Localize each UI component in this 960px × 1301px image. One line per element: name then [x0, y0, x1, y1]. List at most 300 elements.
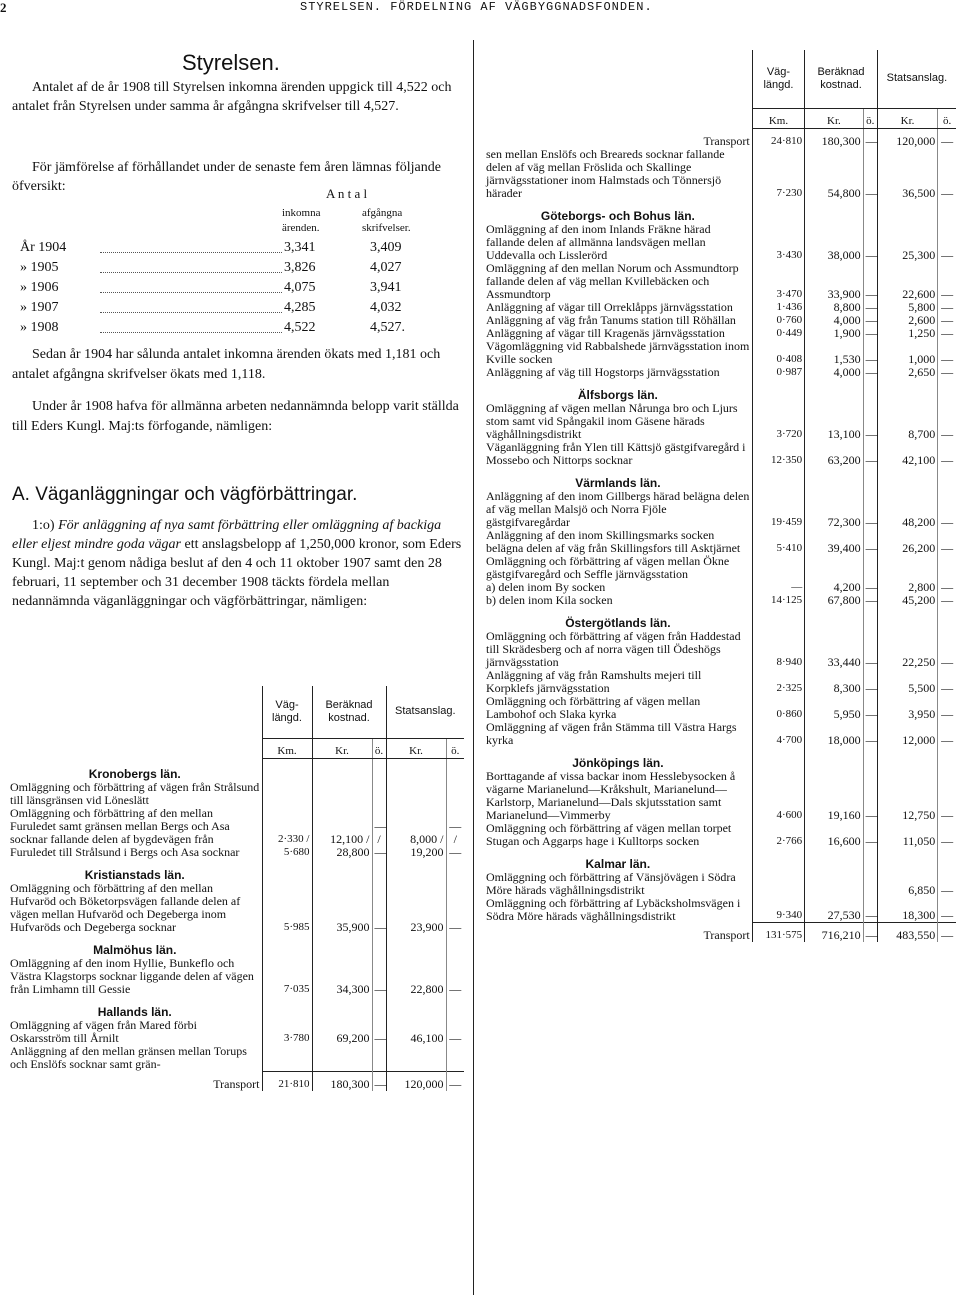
cost-ore: —	[863, 148, 877, 200]
allocation-lead: 1:o)	[32, 518, 59, 533]
table-row	[484, 490, 956, 529]
intro-paragraph-1: Antalet af de år 1908 till Styrelsen inkomna ärenden uppgick till 4,522 och antalet från Styrelsen under samma år afgångna skrifvelser till 4,527.	[12, 80, 452, 114]
grant-ore: —	[941, 592, 954, 607]
empty-cell	[386, 859, 446, 882]
road-length	[752, 555, 804, 581]
road-length: 2·766	[752, 822, 804, 848]
empty-cell	[312, 859, 372, 882]
grant-kronor: 22,250	[877, 630, 938, 669]
section-title: Styrelsen.	[182, 50, 280, 75]
grant-ore: —	[938, 923, 956, 943]
header-length: Väg-längd.	[752, 50, 804, 108]
cost-kronor: 4,000	[805, 366, 863, 379]
cost-ore: —	[863, 301, 877, 314]
empty-cell	[446, 996, 464, 1019]
empty-cell	[312, 758, 372, 781]
empty-cell	[262, 758, 312, 781]
county-heading-row	[8, 996, 464, 1019]
table-row	[484, 340, 956, 366]
grant-ore: —	[941, 732, 954, 747]
empty-cell	[446, 859, 464, 882]
grant-ore: —	[941, 312, 954, 327]
grant-ore	[446, 781, 464, 807]
county-heading-row	[8, 859, 464, 882]
unit-ore: ö.	[372, 738, 386, 758]
road-length: —	[752, 581, 804, 594]
cost-kronor: 1,900	[805, 327, 863, 340]
row-description: Väganläggning från Ylen till Kättsjö gästgifvaregård i Mossebo och Nittorps socknar	[484, 441, 752, 467]
table-header-row	[8, 686, 464, 738]
empty-cell	[262, 859, 312, 882]
grant-kronor: 18,300	[877, 897, 938, 923]
county-heading-row	[484, 607, 956, 630]
unit-km: Km.	[262, 738, 312, 758]
table-row	[484, 770, 956, 822]
stats-inkomna: 4,285	[284, 300, 316, 315]
grant-kronor: 12,000	[877, 721, 938, 747]
empty-cell	[386, 758, 446, 781]
grant-kronor: 2,600	[877, 314, 938, 327]
empty-cell	[938, 848, 956, 871]
stats-inkomna: 3,341	[284, 240, 316, 255]
row-description: Omläggning af vägen mellan Nårunga bro och Ljurs stom samt vid Spångakil inom Gäsene härads väghållningsdistrikt	[484, 402, 752, 441]
county-name: Hallands län.	[8, 996, 262, 1019]
road-length: 0·408	[752, 340, 804, 366]
road-length: 131·575	[752, 923, 804, 943]
grant-kronor: 120,000	[877, 128, 938, 148]
unit-km: Km.	[752, 108, 804, 128]
grant-ore: —	[449, 1031, 462, 1045]
table-row	[8, 957, 464, 996]
road-length: 3·780	[262, 1019, 312, 1045]
grant-kronor: 48,200	[877, 490, 938, 529]
grant-kronor: 120,000	[386, 1071, 446, 1091]
grant-kronor: 6,850	[877, 871, 938, 897]
empty-cell	[863, 747, 877, 770]
road-length: 2·325	[752, 669, 804, 695]
cost-kronor: 4,000	[805, 314, 863, 327]
column-divider	[473, 40, 474, 1295]
table-row	[484, 594, 956, 607]
grant-ore: —	[941, 426, 954, 441]
row-description: Anläggning af den inom Gillbergs härad belägna delen af väg mellan Malsjö och Norra Fjöle gästgifvaregårdar	[484, 490, 752, 529]
county-heading-row	[484, 200, 956, 223]
county-heading-row	[484, 379, 956, 402]
cost-kronor: 8,300	[805, 669, 863, 695]
cost-kronor: 180,300	[805, 128, 863, 148]
empty-cell	[372, 859, 386, 882]
cost-kronor: 63,200	[805, 441, 863, 467]
road-length: 5·985	[262, 882, 312, 934]
county-name: Älfsborgs län.	[484, 379, 752, 402]
county-heading-row	[8, 934, 464, 957]
stats-afgangna: 3,941	[370, 280, 402, 295]
grant-ore: —	[941, 908, 954, 922]
cost-ore: —	[863, 581, 877, 594]
county-name: Kalmar län.	[484, 848, 752, 871]
stats-inkomna: 4,522	[284, 320, 316, 335]
cost-kronor: 39,400	[805, 529, 863, 555]
road-length: 3·720	[752, 402, 804, 441]
grant-ore: — / —	[449, 819, 462, 859]
table-row	[484, 441, 956, 467]
right-ledger-table	[484, 50, 956, 942]
row-description: Anläggning af den inom Skillingsmarks socken belägna delen af väg från Skillingsfors till Asktjärnet	[484, 529, 752, 555]
stats-col1-label: inkomna ärenden.	[282, 207, 321, 234]
table-units-row	[8, 738, 464, 758]
cost-ore: —	[863, 340, 877, 366]
road-length: 21·810	[262, 1071, 312, 1091]
grant-ore	[938, 555, 956, 581]
empty-cell	[877, 467, 938, 490]
cost-kronor: 72,300	[805, 490, 863, 529]
row-description: Anläggning af väg från Ramshults mejeri till Korpklefs järnvägsstation	[484, 669, 752, 695]
cost-ore: —	[863, 262, 877, 301]
grant-kronor: 483,550	[877, 923, 938, 943]
empty-cell	[752, 467, 804, 490]
cost-ore: —	[863, 721, 877, 747]
cost-kronor: 38,000	[805, 223, 863, 262]
leader-dots	[100, 332, 282, 333]
cost-kronor: 8,800	[805, 301, 863, 314]
table-row	[484, 630, 956, 669]
header-length: Väg-längd.	[262, 686, 312, 738]
grant-kronor: 11,050	[877, 822, 938, 848]
cost-ore	[863, 871, 877, 897]
grant-ore	[446, 1045, 464, 1071]
cost-ore	[372, 1045, 386, 1071]
cost-kronor: 4,200	[805, 581, 863, 594]
road-length: 0·860	[752, 695, 804, 721]
cost-ore: —	[863, 594, 877, 607]
road-length: 14·125	[752, 594, 804, 607]
empty-cell	[938, 607, 956, 630]
empty-cell	[446, 758, 464, 781]
empty-cell	[752, 747, 804, 770]
road-length: 1·436	[752, 301, 804, 314]
cost-ore: —	[863, 441, 877, 467]
table-row	[484, 555, 956, 581]
table-row	[484, 529, 956, 555]
county-name: Kristianstads län.	[8, 859, 262, 882]
row-description: Borttagande af vissa backar inom Hesslebysocken å vägarne Marianelund—Kråkshult, Marianelund—Karlstorp, Marianelund—Dals skjutsstation samt Marianelund—Vimmerby	[484, 770, 752, 822]
cost-kronor: 716,210	[805, 923, 863, 943]
empty-cell	[805, 848, 863, 871]
grant-kronor: 12,750	[877, 770, 938, 822]
row-description: Omläggning och förbättring af vägen mellan Ökne gästgifvaregård och Seffle järnvägsstation	[484, 555, 752, 581]
table-header-row	[484, 50, 956, 108]
row-description: Omläggning och förbättring af vägen mellan Lambohof och Slaka kyrka	[484, 695, 752, 721]
road-length: 7·035	[262, 957, 312, 996]
empty-cell	[877, 607, 938, 630]
empty-cell	[752, 200, 804, 223]
road-length	[752, 871, 804, 897]
road-length	[262, 1045, 312, 1071]
cost-ore: —	[372, 882, 386, 934]
road-length: 9·340	[752, 897, 804, 923]
table-row	[484, 301, 956, 314]
empty-cell	[805, 607, 863, 630]
cost-kronor	[312, 781, 372, 807]
paragraph-funds: Under år 1908 hafva för allmänna arbeten nedannämnda belopp varit ställda till Eders Kungl. Maj:ts förfogande, nämligen:	[12, 399, 459, 434]
row-description: b) delen inom Kila socken	[484, 594, 752, 607]
table-row	[484, 327, 956, 340]
county-name: Östergötlands län.	[484, 607, 752, 630]
grant-kronor: 36,500	[877, 148, 938, 200]
empty-cell	[752, 379, 804, 402]
table-row	[484, 223, 956, 262]
road-length: 4·700	[752, 721, 804, 747]
grant-ore: —	[449, 982, 462, 996]
county-name: Kronobergs län.	[8, 758, 262, 781]
row-description: Anläggning af vägar till Orreklåpps järnvägsstation	[484, 301, 752, 314]
cost-ore: —	[863, 490, 877, 529]
road-length: 4·600	[752, 770, 804, 822]
empty-cell	[863, 848, 877, 871]
row-description: sen mellan Enslöfs och Breareds socknar fallande delen af väg mellan Fröslida och Skallinge järnvägsstationer inom Halmstads och Tönnersjö härader	[484, 148, 752, 200]
road-length: 7·230	[752, 148, 804, 200]
table-row	[484, 721, 956, 747]
empty-cell	[877, 747, 938, 770]
grant-kronor: 42,100	[877, 441, 938, 467]
stats-afgangna: 4,032	[370, 300, 402, 315]
stats-year: » 1906	[20, 280, 59, 295]
table-row	[484, 695, 956, 721]
county-heading-row	[484, 467, 956, 490]
grant-kronor: 2,800	[877, 581, 938, 594]
empty-cell	[372, 996, 386, 1019]
grant-ore: —	[941, 579, 954, 594]
grant-kronor: 8,700	[877, 402, 938, 441]
grant-ore: —	[941, 680, 954, 695]
row-description: Omläggning och förbättring af den mellan Hufvaröd och Böketorpsvägen fallande delen af vägen mellan Hufvaröd och Degeberga inom Hufvaröds och Degeberga socknar	[8, 882, 262, 934]
allocation-italic: För anläggning af nya samt förbättring eller omläggning af backiga eller eljest mindre goda vägar	[12, 518, 442, 552]
table-row	[8, 1019, 464, 1045]
grant-ore: —	[941, 299, 954, 314]
empty-cell	[805, 200, 863, 223]
grant-ore: —	[941, 452, 954, 467]
grant-kronor: 5,500	[877, 669, 938, 695]
table-units-row	[484, 108, 956, 128]
cost-kronor: 54,800	[805, 148, 863, 200]
cost-kronor: 27,530	[805, 897, 863, 923]
cost-kronor: 12,100 / 28,800	[312, 807, 372, 859]
cost-kronor: 33,440	[805, 630, 863, 669]
road-length: 3·430	[752, 223, 804, 262]
cost-ore: —	[863, 223, 877, 262]
grant-kronor: 1,000	[877, 340, 938, 366]
row-description: Omläggning och förbättring af Vänsjövägen i Södra Möre härads väghållningsdistrikt	[484, 871, 752, 897]
cost-ore: —	[863, 128, 877, 148]
row-description: Omläggning och förbättring af vägen mellan torpet Stugan och Aggarps hage i Kulltorps socken	[484, 822, 752, 848]
road-length: 8·940	[752, 630, 804, 669]
cost-ore	[372, 781, 386, 807]
unit-kr: Kr.	[386, 738, 446, 758]
grant-kronor: 5,800	[877, 301, 938, 314]
table-row	[484, 822, 956, 848]
grant-kronor: 22,600	[877, 262, 938, 301]
cost-ore: —	[863, 897, 877, 923]
road-length: 2·330 / 5·680	[262, 807, 312, 859]
empty-cell	[863, 379, 877, 402]
page-header	[0, 0, 960, 16]
grant-kronor: 22,800	[386, 957, 446, 996]
row-description: Omläggning af den inom Hyllie, Bunkeflo och Västra Klagstorps socknar liggande delen af vägen från Limhamn till Gessie	[8, 957, 262, 996]
row-description: Omläggning och förbättring af den mellan Furuledet samt gränsen mellan Bergs och Asa socknar fallande delen af bygdevägen från Furuledet till Strålsund i Bergs och Asa socknar	[8, 807, 262, 859]
unit-kr: Kr.	[805, 108, 863, 128]
paragraph-allocation	[12, 516, 464, 611]
cost-kronor: 5,950	[805, 695, 863, 721]
stats-group-label: A n t a l	[326, 186, 368, 201]
row-description: Transport	[8, 1071, 262, 1091]
allocation-rest: ett anslagsbelopp af 1,250,000 kronor, som Eders Kungl. Maj:t genom nådiga beslut af den 4 och 11 oktober 1907 samt den 28 februari, 11 september och 31 december 1908 täckts fördela mellan nedannämnda väganläggningar och vägförbättringar, nämligen:	[12, 537, 462, 609]
cost-ore: — / —	[372, 807, 386, 859]
cost-ore: —	[372, 1071, 386, 1091]
county-heading-row	[484, 747, 956, 770]
row-description: Anläggning af den mellan gränsen mellan Torups och Enslöfs socknar samt grän-	[8, 1045, 262, 1071]
county-heading-row	[8, 758, 464, 781]
cost-kronor: 67,800	[805, 594, 863, 607]
empty-cell	[312, 934, 372, 957]
stats-row	[12, 280, 464, 300]
row-description: a) delen inom By socken	[484, 581, 752, 594]
table-row	[484, 148, 956, 200]
county-name: Göteborgs- och Bohus län.	[484, 200, 752, 223]
road-length	[262, 781, 312, 807]
empty-cell	[863, 607, 877, 630]
left-ledger-table	[8, 686, 464, 1091]
empty-cell	[938, 467, 956, 490]
grant-kronor: 46,100	[386, 1019, 446, 1045]
stats-row	[12, 260, 464, 280]
cost-kronor	[805, 871, 863, 897]
empty-cell	[752, 607, 804, 630]
grant-ore: —	[938, 128, 956, 148]
grant-kronor: 25,300	[877, 223, 938, 262]
row-description: Omläggning af den mellan Norum och Assmundtorp fallande delen af väg mellan Kvillebäcken och Assmundtorp	[484, 262, 752, 301]
grant-ore: —	[941, 325, 954, 340]
intro-paragraph-2: För jämförelse af förhållandet under de senaste fem åren lämnas följande öfversikt:	[12, 160, 441, 194]
stats-inkomna: 3,826	[284, 260, 316, 275]
cost-ore: —	[863, 366, 877, 379]
empty-cell	[372, 758, 386, 781]
stats-row	[12, 300, 464, 320]
grant-kronor: 23,900	[386, 882, 446, 934]
unit-kr: Kr.	[877, 108, 938, 128]
grant-ore: —	[446, 1071, 464, 1091]
header-grant: Statsanslag.	[877, 50, 956, 108]
county-name: Värmlands län.	[484, 467, 752, 490]
header-cost: Beräknad kostnad.	[805, 50, 878, 108]
cost-ore: —	[863, 402, 877, 441]
transport-row	[484, 128, 956, 148]
grant-ore: —	[449, 920, 462, 934]
cost-ore: —	[863, 770, 877, 822]
cost-kronor: 33,900	[805, 262, 863, 301]
county-name: Jönköpings län.	[484, 747, 752, 770]
grant-kronor	[386, 781, 446, 807]
cost-kronor: 35,900	[312, 882, 372, 934]
header-cost: Beräknad kostnad.	[312, 686, 386, 738]
empty-cell	[386, 934, 446, 957]
grant-ore: —	[941, 286, 954, 301]
leader-dots	[100, 312, 282, 313]
row-description: Omläggning af vägen från Mared förbi Oskarsström till Årnilt	[8, 1019, 262, 1045]
empty-cell	[805, 379, 863, 402]
row-description: Transport	[484, 923, 752, 943]
grant-ore: —	[941, 247, 954, 262]
empty-cell	[877, 379, 938, 402]
grant-ore: —	[941, 185, 954, 200]
empty-cell	[863, 467, 877, 490]
row-description: Transport	[484, 128, 752, 148]
stats-afgangna: 3,409	[370, 240, 402, 255]
stats-afgangna: 4,027	[370, 260, 402, 275]
stats-year: » 1907	[20, 300, 59, 315]
empty-cell	[446, 934, 464, 957]
empty-cell	[805, 747, 863, 770]
grant-ore: —	[941, 351, 954, 366]
unit-ore: ö.	[938, 108, 956, 128]
table-row	[8, 882, 464, 934]
cost-kronor: 34,300	[312, 957, 372, 996]
row-description: Omläggning och förbättring af vägen från Haddestad till Skrädesberg och af norra vägen till Ödeshögs järnvägsstation	[484, 630, 752, 669]
cost-ore	[863, 555, 877, 581]
stats-afgangna: 4,527.	[370, 320, 405, 335]
cost-ore: —	[863, 669, 877, 695]
leader-dots	[100, 272, 282, 273]
unit-ore: ö.	[863, 108, 877, 128]
cost-kronor	[805, 555, 863, 581]
stats-col2-label: afgångna skrifvelser.	[362, 207, 411, 234]
table-row	[484, 871, 956, 897]
grant-kronor: 26,200	[877, 529, 938, 555]
road-length: 3·470	[752, 262, 804, 301]
table-row	[484, 897, 956, 923]
cost-ore: —	[372, 1019, 386, 1045]
grant-ore: —	[941, 540, 954, 555]
cost-ore: —	[863, 630, 877, 669]
cost-ore: —	[863, 529, 877, 555]
cost-kronor: 69,200	[312, 1019, 372, 1045]
leader-dots	[100, 292, 282, 293]
cost-kronor: 1,530	[805, 340, 863, 366]
cost-kronor: 13,100	[805, 402, 863, 441]
grant-kronor	[877, 555, 938, 581]
empty-cell	[752, 848, 804, 871]
section-a-heading: A. Väganläggningar och vägförbättringar.	[12, 484, 358, 505]
row-description: Anläggning af väg från Tanums station till Röhällan	[484, 314, 752, 327]
cost-kronor: 19,160	[805, 770, 863, 822]
stats-inkomna: 4,075	[284, 280, 316, 295]
table-row	[484, 366, 956, 379]
county-heading-row	[484, 848, 956, 871]
road-length: 5·410	[752, 529, 804, 555]
running-title: STYRELSEN. FÖRDELNING AF VÄGBYGGNADSFONDEN.	[300, 0, 653, 14]
grant-kronor: 45,200	[877, 594, 938, 607]
grant-kronor: 1,250	[877, 327, 938, 340]
cost-ore: —	[863, 314, 877, 327]
cost-ore: —	[863, 923, 877, 943]
stats-row	[12, 320, 464, 340]
row-description: Anläggning af vägar till Kragenäs järnvägsstation	[484, 327, 752, 340]
cost-kronor	[312, 1045, 372, 1071]
header-grant: Statsanslag.	[386, 686, 464, 738]
road-length: 12·350	[752, 441, 804, 467]
grant-kronor: 3,950	[877, 695, 938, 721]
stats-year: » 1905	[20, 260, 59, 275]
leader-dots	[100, 252, 282, 253]
